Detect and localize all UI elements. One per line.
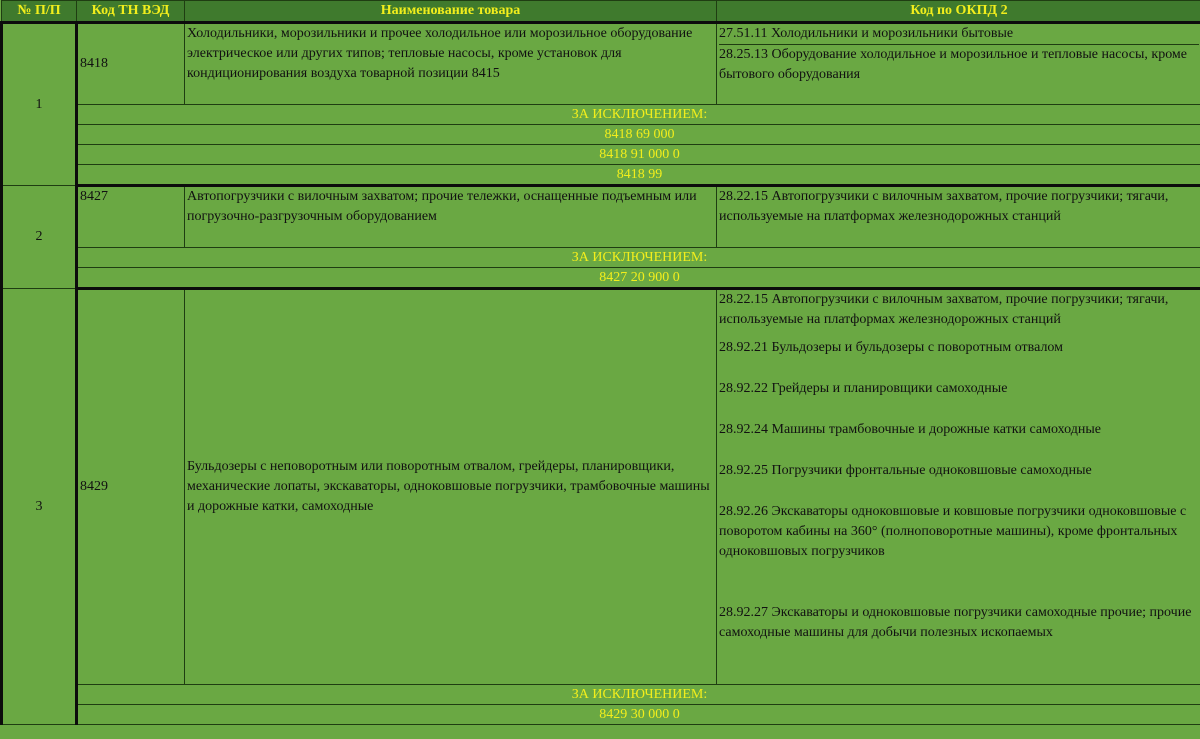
table-row xyxy=(2,289,1200,685)
okpd-item: 28.92.22 Грейдеры и планировщики самоходные xyxy=(719,381,1008,396)
exceptions-label: ЗА ИСКЛЮЧЕНИЕМ: xyxy=(77,105,1200,125)
header-code: Код ТН ВЭД xyxy=(77,1,185,23)
row-okpd xyxy=(717,23,1200,105)
header-row xyxy=(2,1,1200,23)
okpd-item: 28.92.26 Экскаваторы одноковшовые и ковшовые погрузчики одноковшовые с поворотом кабины на 360° (полноповоротные машины), кроме фронтальных одноковшовых погрузчиков xyxy=(719,504,1187,559)
okpd-item: 28.92.25 Погрузчики фронтальные одноковшовые самоходные xyxy=(719,463,1092,478)
exception-code: 8427 20 900 0 xyxy=(77,268,1200,289)
row-code: 8418 xyxy=(77,23,185,105)
okpd-item: 28.22.15 Автопогрузчики с вилочным захватом, прочие погрузчики; тягачи, используемые на платформах железнодорожных станций xyxy=(719,189,1169,224)
okpd-item: 27.51.11 Холодильники и морозильники бытовые xyxy=(719,24,1199,45)
table-row xyxy=(2,23,1200,105)
row-name: Холодильники, морозильники и прочее холодильное или морозильное оборудование электрическое или других типов; тепловые насосы, кроме установок для кондиционирования воздуха товарной позиции 8415 xyxy=(185,23,717,105)
row-code: 8427 xyxy=(77,186,185,248)
row-num: 3 xyxy=(2,289,77,725)
header-name: Наименование товара xyxy=(185,1,717,23)
okpd-item: 28.92.27 Экскаваторы и одноковшовые погрузчики самоходные прочие; прочие самоходные машины для добычи полезных ископаемых xyxy=(719,605,1192,640)
table-row xyxy=(2,186,1200,248)
okpd-item: 28.92.24 Машины трамбовочные и дорожные катки самоходные xyxy=(719,422,1101,437)
row-num: 2 xyxy=(2,186,77,289)
row-okpd xyxy=(717,289,1200,685)
row-name: Автопогрузчики с вилочным захватом; прочие тележки, оснащенные подъемным или погрузочно-разгрузочным оборудованием xyxy=(185,186,717,248)
exceptions-label: ЗА ИСКЛЮЧЕНИЕМ: xyxy=(77,248,1200,268)
header-num: № П/П xyxy=(2,1,77,23)
row-name: Бульдозеры с неповоротным или поворотным отвалом, грейдеры, планировщики, механические лопаты, экскаваторы, одноковшовые погрузчики, трамбовочные машины и дорожные катки, самоходные xyxy=(185,289,717,685)
exception-code: 8418 99 xyxy=(77,165,1200,186)
okpd-item: 28.92.21 Бульдозеры и бульдозеры с поворотным отвалом xyxy=(719,340,1064,355)
exception-code: 8418 69 000 xyxy=(77,125,1200,145)
exception-code: 8429 30 000 0 xyxy=(77,705,1200,725)
okpd-item: 28.22.15 Автопогрузчики с вилочным захватом, прочие погрузчики; тягачи, используемые на платформах железнодорожных станций xyxy=(719,292,1169,327)
header-okpd: Код по ОКПД 2 xyxy=(717,1,1200,23)
row-num: 1 xyxy=(2,23,77,186)
okpd-item: 28.25.13 Оборудование холодильное и морозильное и тепловые насосы, кроме бытового оборудования xyxy=(719,47,1188,82)
exception-code: 8418 91 000 0 xyxy=(77,145,1200,165)
row-okpd xyxy=(717,186,1200,248)
row-code: 8429 xyxy=(77,289,185,685)
exceptions-label: ЗА ИСКЛЮЧЕНИЕМ: xyxy=(77,685,1200,705)
